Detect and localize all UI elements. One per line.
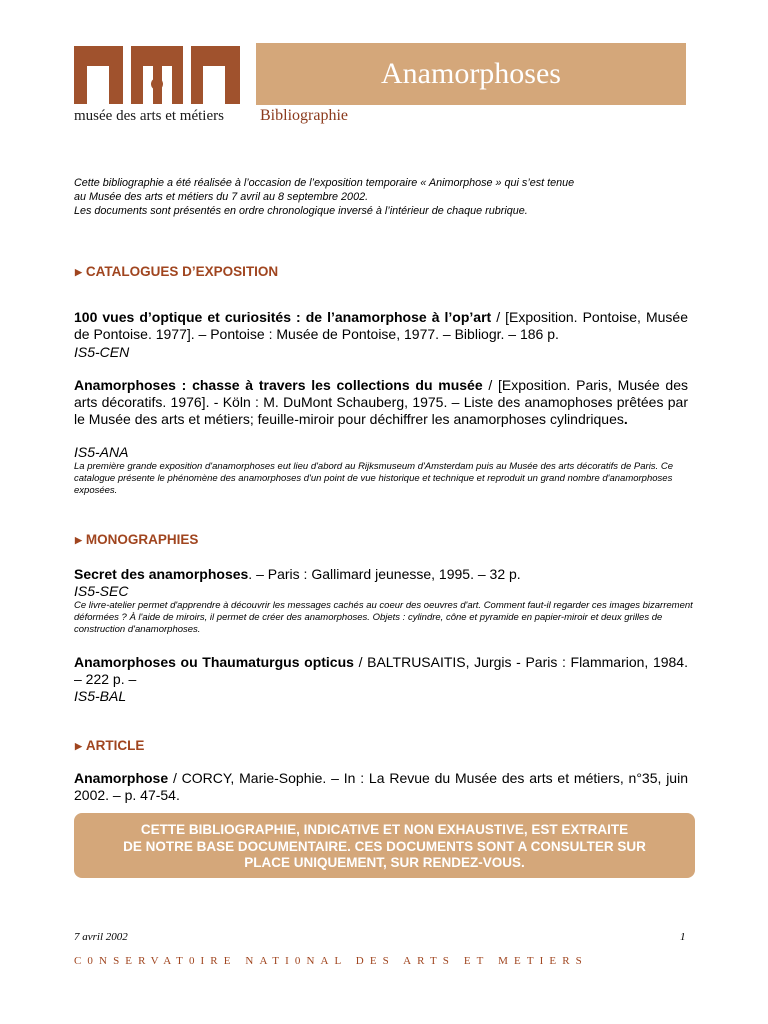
section-heading-text: ARTICLE [85,738,145,753]
intro-line: Les documents sont présentés en ordre chronologique inversé à l’intérieur de chaque rubrique. [74,205,528,217]
entry-details: / BALTRUSAITIS, Jurgis - Paris : Flammarion, 1984. – 222 p. – [74,654,688,687]
disclaimer-line: CETTE BIBLIOGRAPHIE, INDICATIVE ET NON EXHAUSTIVE, EST EXTRAITE [140,822,629,837]
section-heading-text: CATALOGUES D’EXPOSITION [85,264,279,279]
footer-institution: C0NSERVAT0IRE NATI0NAL DES ARTS ET METIERS [74,955,588,967]
call-number: IS5-ANA [74,444,129,460]
triangle-bullet-icon: ▶ [75,741,82,751]
disclaimer-line: PLACE UNIQUEMENT, SUR RENDEZ-VOUS. [244,855,525,870]
disclaimer-text [84,822,685,872]
call-number: IS5-BAL [74,688,127,704]
bibliography-entry [74,770,688,804]
bibliography-entry [74,309,688,343]
entry-details: / [Exposition. Pontoise, Musée de Pontoise. 1977]. – Pontoise : Musée de Pontoise, 1977. – Bibliogr. – 186 p. [74,309,688,342]
page-title: Anamorphoses [381,57,561,90]
call-number: IS5-CEN [74,344,130,360]
title-banner [256,43,686,105]
bibliography-entry [74,566,688,583]
triangle-bullet-icon: ▶ [75,535,82,545]
entry-note: La première grande exposition d'anamorphoses eut lieu d'abord au Rijksmuseum d'Amsterdam puis au Musée des arts décoratifs de Paris. Ce catalogue présente le phénomène des anamorphoses d'un point de vue historique et technique et reproduit un grand nombre d'anamorphoses exposées. [74,461,673,496]
museum-logo [74,46,244,130]
entry-details: / CORCY, Marie-Sophie. – In : La Revue du Musée des arts et métiers, n°35, juin 2002. – p. 47-54. [74,770,688,803]
entry-end-mark: . [623,411,628,427]
section-heading-text: MONOGRAPHIES [85,532,199,547]
section-heading-catalogues [75,264,278,279]
disclaimer-box [74,813,695,878]
entry-title: Anamorphose [74,770,169,786]
section-heading-article [75,738,144,753]
page-number: 1 [680,931,686,943]
call-number: IS5-SEC [74,583,129,599]
bibliography-entry [74,654,688,688]
triangle-bullet-icon: ▶ [75,267,82,277]
logo-text: musée des arts et métiers [74,108,224,124]
disclaimer-line: DE NOTRE BASE DOCUMENTAIRE. CES DOCUMENTS SONT A CONSULTER SUR [123,838,646,854]
entry-title: Anamorphoses : chasse à travers les collections du musée [74,377,483,393]
entry-details: / [Exposition. Paris, Musée des arts décoratifs. 1976]. - Köln : M. DuMont Schauberg, 1975. – Liste des anamophoses prêtées par le Musée des arts et métiers; feuille-miroir pour déchiffrer les anamorphoses cylindriques [74,377,689,427]
section-heading-monographies [75,532,198,547]
page-subtitle: Bibliographie [260,107,348,124]
entry-details: . – Paris : Gallimard jeunesse, 1995. – 32 p. [248,566,521,582]
bibliography-entry [74,377,688,428]
footer-date: 7 avril 2002 [74,931,128,943]
logo-mark-icon [74,46,240,104]
entry-title: Anamorphoses ou Thaumaturgus opticus [74,654,354,670]
entry-title: 100 vues d’optique et curiosités : de l’anamorphose à l’op’art [74,309,492,325]
entry-note: Ce livre-atelier permet d'apprendre à découvrir les messages cachés au coeur des oeuvres d'art. Comment faut-il regarder ces images bizarrement déformées ? À l'aide de miroirs, il permet de créer des anamorphoses. Objets : cylindre, cône et pyramide en papier-miroir et deux grilles de construction d'anamorphoses. [74,600,693,635]
entry-title: Secret des anamorphoses [74,566,249,582]
intro-line: au Musée des arts et métiers du 7 avril au 8 septembre 2002. [74,191,369,203]
intro-line: Cette bibliographie a été réalisée à l’occasion de l’exposition temporaire « Animorphose » qui s’est tenue [74,177,575,189]
